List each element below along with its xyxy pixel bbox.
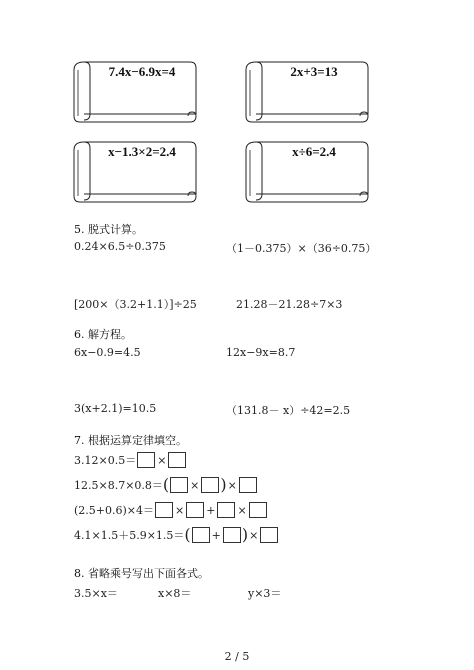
- answer-box[interactable]: [201, 477, 219, 493]
- times-sign: ×: [227, 478, 237, 492]
- right-paren: ): [241, 525, 249, 544]
- answer-box[interactable]: [217, 502, 235, 518]
- section-5-heading: 5. 脱式计算。: [74, 223, 143, 236]
- scroll-equation: 7.4x−6.9x=4: [108, 64, 176, 79]
- scroll-equation: 2x+3=13: [290, 64, 338, 79]
- law-row-3: [74, 502, 268, 518]
- problem-8-1: 3.5×x＝: [74, 587, 118, 600]
- right-paren: ): [220, 475, 227, 494]
- problem-5-2: （1－0.375）×（36÷0.75）: [226, 242, 377, 255]
- answer-box[interactable]: [137, 452, 155, 468]
- law-row-4: [74, 527, 279, 543]
- answer-box[interactable]: [155, 502, 173, 518]
- equation-scroll-1: [70, 58, 200, 124]
- problem-6-1: 6x−0.9=4.5: [74, 346, 141, 359]
- left-paren: (: [184, 525, 191, 544]
- answer-box[interactable]: [249, 502, 267, 518]
- answer-box[interactable]: [168, 452, 186, 468]
- law-row-2-prefix: 12.5×8.7×0.8＝: [74, 479, 163, 492]
- times-sign: ×: [249, 528, 259, 542]
- equation-scroll-3: [70, 138, 200, 204]
- law-row-3-prefix: (2.5+0.6)×4＝: [74, 504, 155, 517]
- answer-box[interactable]: [239, 477, 257, 493]
- law-row-1: [74, 452, 187, 468]
- problem-5-3: [200×（3.2+1.1）]÷25: [74, 298, 197, 311]
- answer-box[interactable]: [260, 527, 278, 543]
- section-7-heading: 7. 根据运算定律填空。: [74, 434, 187, 447]
- times-sign: ×: [190, 478, 200, 492]
- times-sign: ×: [175, 503, 185, 517]
- scroll-equation: x−1.3×2=2.4: [108, 144, 176, 159]
- law-row-2: [74, 477, 258, 493]
- problem-8-2: x×8＝: [158, 587, 192, 600]
- plus-sign: +: [206, 503, 216, 517]
- problem-6-3: 3(x+2.1)=10.5: [74, 402, 157, 415]
- section-8-heading: 8. 省略乘号写出下面各式。: [74, 567, 209, 580]
- answer-box[interactable]: [223, 527, 241, 543]
- equation-scroll-4: [242, 138, 372, 204]
- problem-6-4: （131.8－ x）÷42=2.5: [226, 404, 351, 417]
- problem-8-3: y×3＝: [248, 587, 282, 600]
- law-row-4-prefix: 4.1×1.5＋5.9×1.5＝: [74, 529, 185, 542]
- problem-5-4: 21.28－21.28÷7×3: [236, 298, 343, 311]
- section-6-heading: 6. 解方程。: [74, 328, 132, 341]
- scroll-equation: x÷6=2.4: [292, 144, 336, 159]
- problem-6-2: 12x−9x=8.7: [226, 346, 296, 359]
- page-number: 2 / 5: [224, 650, 250, 663]
- equation-scroll-2: [242, 58, 372, 124]
- answer-box[interactable]: [192, 527, 210, 543]
- law-row-1-prefix: 3.12×0.5＝: [74, 454, 137, 467]
- answer-box[interactable]: [170, 477, 188, 493]
- answer-box[interactable]: [186, 502, 204, 518]
- problem-5-1: 0.24×6.5÷0.375: [74, 240, 166, 253]
- left-paren: (: [162, 475, 170, 494]
- times-sign: ×: [237, 503, 247, 517]
- times-sign: ×: [157, 453, 167, 467]
- plus-sign: +: [211, 528, 221, 542]
